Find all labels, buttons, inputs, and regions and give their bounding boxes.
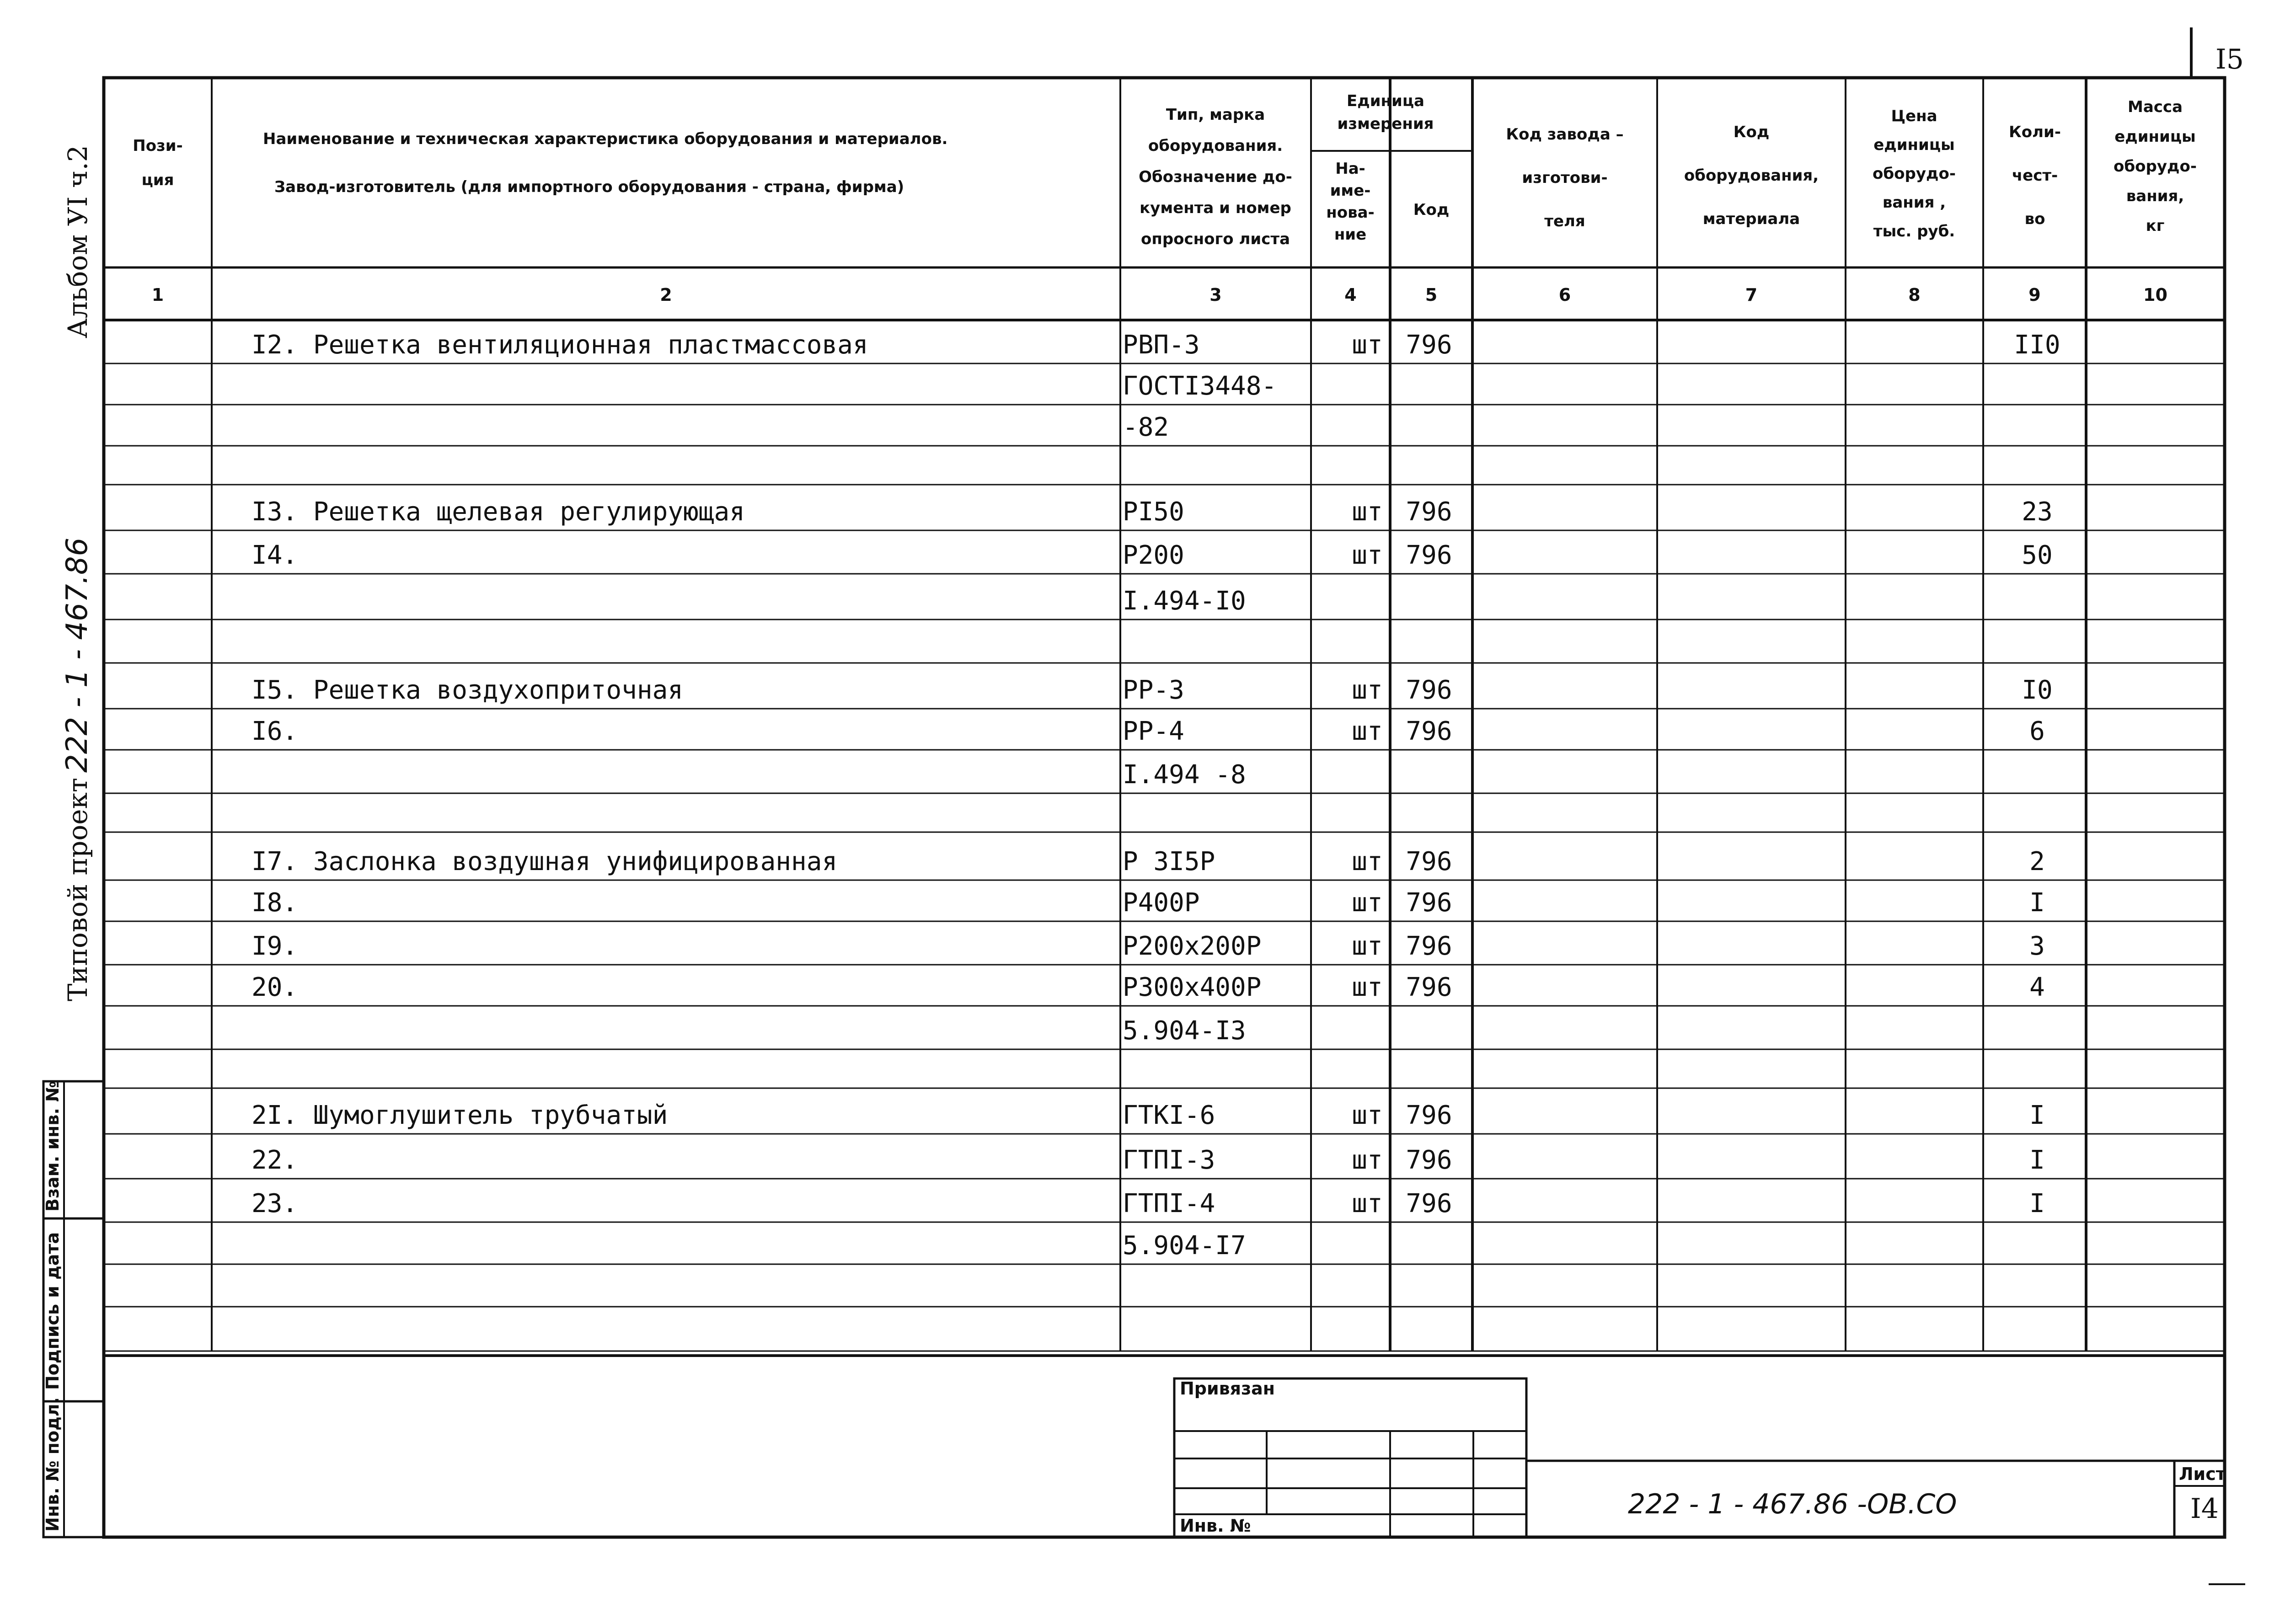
column-number: 2: [660, 285, 672, 305]
item-unit-code: 796: [1406, 497, 1452, 527]
header-unit-name-line: име-: [1330, 182, 1371, 200]
header-unit-name-line: ние: [1334, 225, 1367, 244]
bottom-stamp: [104, 1356, 2226, 1537]
left-stamp: [43, 1081, 104, 1537]
replace-inv-label: Взам. инв. №: [43, 1081, 63, 1212]
column-number: 6: [1558, 285, 1571, 305]
main-frame: [104, 78, 2225, 1537]
sheet-number: I4: [2190, 1493, 2219, 1525]
table-row: [1123, 760, 1246, 790]
header-quantity-line: Коли-: [2009, 123, 2061, 141]
header-type-line: Тип, марка: [1166, 106, 1265, 124]
inv-orig-label: Инв. № подл.: [43, 1397, 63, 1532]
item-quantity: 4: [2029, 972, 2045, 1002]
item-unit: шт: [1352, 972, 1383, 1002]
item-type: P400P: [1123, 888, 1200, 918]
item-name: 2I. Шумоглушитель трубчатый: [252, 1100, 668, 1130]
sheet-label: Лист: [2179, 1464, 2226, 1484]
table-row: [1123, 586, 1246, 616]
item-name: I4.: [252, 540, 298, 570]
item-name: I8.: [252, 888, 298, 918]
table-row: [252, 497, 2053, 527]
header-price-line: Цена: [1891, 107, 1937, 125]
item-quantity: I0: [2022, 675, 2053, 705]
item-quantity: 6: [2029, 716, 2045, 746]
item-quantity: I: [2029, 1100, 2045, 1130]
item-type: РВП-3: [1123, 330, 1200, 360]
header-type-line: кумента и номер: [1140, 199, 1291, 217]
table-row: [252, 847, 2045, 876]
table-row: [252, 972, 2045, 1002]
item-type: PP-4: [1123, 716, 1184, 746]
header-position-line: ция: [141, 171, 174, 189]
table-row: [252, 1189, 2045, 1218]
item-unit: шт: [1352, 675, 1383, 705]
header-type-line: Обозначение до-: [1139, 168, 1292, 186]
item-unit-code: 796: [1406, 1100, 1452, 1130]
document-code: 222 - 1 - 467.86 -ОВ.СО: [1628, 1488, 1957, 1520]
column-number-row: [152, 285, 2167, 305]
item-type: P300x400P: [1123, 972, 1262, 1002]
item-type: -82: [1123, 412, 1169, 442]
header-mass-line: вания,: [2126, 187, 2184, 205]
header-equipment-code-line: материала: [1702, 210, 1800, 228]
header-mass-line: единицы: [2114, 128, 2196, 146]
header-quantity-line: во: [2024, 210, 2045, 228]
item-type: ГТПI-4: [1123, 1189, 1215, 1218]
item-name: I6.: [252, 716, 298, 746]
item-unit-code: 796: [1406, 1145, 1452, 1175]
table-row: [252, 330, 2060, 360]
header-quantity-line: чест-: [2012, 166, 2058, 185]
item-name: I7. Заслонка воздушная унифицированная: [252, 847, 838, 876]
header-plant-line: Завод-изготовитель (для импортного оборудования - страна, фирма): [274, 178, 904, 196]
table-row: [252, 888, 2045, 918]
item-unit: шт: [1352, 888, 1383, 918]
item-name: 22.: [252, 1145, 298, 1175]
item-unit-code: 796: [1406, 675, 1452, 705]
table-row: [1123, 412, 1169, 442]
header-type-line: оборудования.: [1148, 137, 1283, 155]
table-row: [252, 931, 2045, 961]
item-type: I.494-I0: [1123, 586, 1246, 616]
item-type: 5.904-I7: [1123, 1231, 1246, 1261]
table-row: [1123, 1231, 1246, 1261]
project-number-label: 222 - 1 - 467.86: [60, 537, 94, 773]
table-row: [252, 540, 2053, 570]
header-price-line: оборудо-: [1873, 165, 1956, 183]
header-price-line: тыс. руб.: [1873, 222, 1955, 240]
item-type: I.494 -8: [1123, 760, 1246, 790]
item-name: I5. Решетка воздухоприточная: [252, 675, 684, 705]
item-quantity: 2: [2029, 847, 2045, 876]
column-number: 10: [2143, 285, 2167, 305]
table-row: [1123, 1016, 1246, 1046]
item-type: ГТПI-3: [1123, 1145, 1215, 1175]
column-number: 7: [1745, 285, 1758, 305]
item-quantity: I: [2029, 1145, 2045, 1175]
header-price-line: единицы: [1873, 136, 1955, 154]
item-unit: шт: [1352, 1189, 1383, 1218]
header-mass-line: Масса: [2127, 98, 2183, 116]
item-unit: шт: [1352, 497, 1383, 527]
item-unit: шт: [1352, 1100, 1383, 1130]
header-unit-name-line: нова-: [1326, 203, 1375, 222]
header-plant-code-line: Код завода –: [1506, 125, 1624, 144]
table-row: [252, 716, 2045, 746]
sign-date-label: Подпись и дата: [43, 1232, 63, 1390]
item-name: I9.: [252, 931, 298, 961]
column-number: 4: [1344, 285, 1357, 305]
item-name: I2. Решетка вентиляционная пластмассовая: [252, 330, 868, 360]
header-unit-line: Единица: [1347, 92, 1424, 110]
item-quantity: 23: [2022, 497, 2053, 527]
item-unit: шт: [1352, 540, 1383, 570]
header-position-line: Пози-: [133, 137, 183, 155]
item-type: PP-3: [1123, 675, 1184, 705]
item-type: P 3I5P: [1123, 847, 1215, 876]
header-unit-code-line: Код: [1413, 201, 1450, 219]
item-unit: шт: [1352, 1145, 1383, 1175]
item-unit: шт: [1352, 931, 1383, 961]
header-mass-line: кг: [2146, 217, 2165, 235]
item-quantity: I: [2029, 1189, 2045, 1218]
item-name: 23.: [252, 1189, 298, 1218]
header-equipment-code-line: оборудования,: [1684, 166, 1819, 185]
header-price-line: вания ,: [1882, 193, 1946, 212]
item-type: P200x200P: [1123, 931, 1262, 961]
item-name: 20.: [252, 972, 298, 1002]
item-type: 5.904-I3: [1123, 1016, 1246, 1046]
item-unit: шт: [1352, 330, 1383, 360]
item-quantity: II0: [2014, 330, 2060, 360]
column-number: 3: [1209, 285, 1222, 305]
column-number: 9: [2028, 285, 2041, 305]
column-number: 1: [151, 285, 164, 305]
item-unit-code: 796: [1406, 330, 1452, 360]
item-quantity: 50: [2022, 540, 2053, 570]
header-equipment-code-line: Код: [1733, 123, 1770, 141]
item-unit-code: 796: [1406, 847, 1452, 876]
header-plant-code-line: теля: [1544, 212, 1585, 230]
item-name: I3. Решетка щелевая регулирующая: [252, 497, 745, 527]
page-number: I5: [2215, 43, 2244, 75]
header-name-line: Наименование и техническая характеристика оборудования и материалов.: [263, 130, 948, 148]
item-unit-code: 796: [1406, 972, 1452, 1002]
item-unit-code: 796: [1406, 888, 1452, 918]
item-unit-code: 796: [1406, 540, 1452, 570]
project-type-label: Типовой проект: [62, 778, 93, 1001]
header-mass-line: оборудо-: [2114, 157, 2197, 176]
album-label: Альбом УI ч.2: [62, 145, 93, 338]
table-row: [252, 1100, 2045, 1130]
table-body: [252, 330, 2060, 1261]
header-unit-name-line: На-: [1335, 160, 1365, 178]
table-row: [1123, 371, 1277, 401]
column-number: 5: [1425, 285, 1438, 305]
item-unit: шт: [1352, 847, 1383, 876]
column-number: 8: [1908, 285, 1921, 305]
item-type: P200: [1123, 540, 1184, 570]
header-type-line: опросного листа: [1140, 230, 1290, 248]
item-type: PI50: [1123, 497, 1184, 527]
table-row: [252, 1145, 2045, 1175]
item-type: ГТКI-6: [1123, 1100, 1215, 1130]
header-unit-line: измерения: [1337, 115, 1434, 133]
bound-label: Привязан: [1180, 1378, 1275, 1399]
item-unit-code: 796: [1406, 931, 1452, 961]
item-unit-code: 796: [1406, 716, 1452, 746]
item-quantity: 3: [2029, 931, 2045, 961]
header-plant-code-line: изготови-: [1522, 169, 1608, 187]
item-unit: шт: [1352, 716, 1383, 746]
item-type: ГОСТI3448-: [1123, 371, 1277, 401]
item-quantity: I: [2029, 888, 2045, 918]
inv-number-label: Инв. №: [1180, 1516, 1251, 1536]
item-unit-code: 796: [1406, 1189, 1452, 1218]
table-header: [133, 92, 2197, 248]
table-row: [252, 675, 2053, 705]
